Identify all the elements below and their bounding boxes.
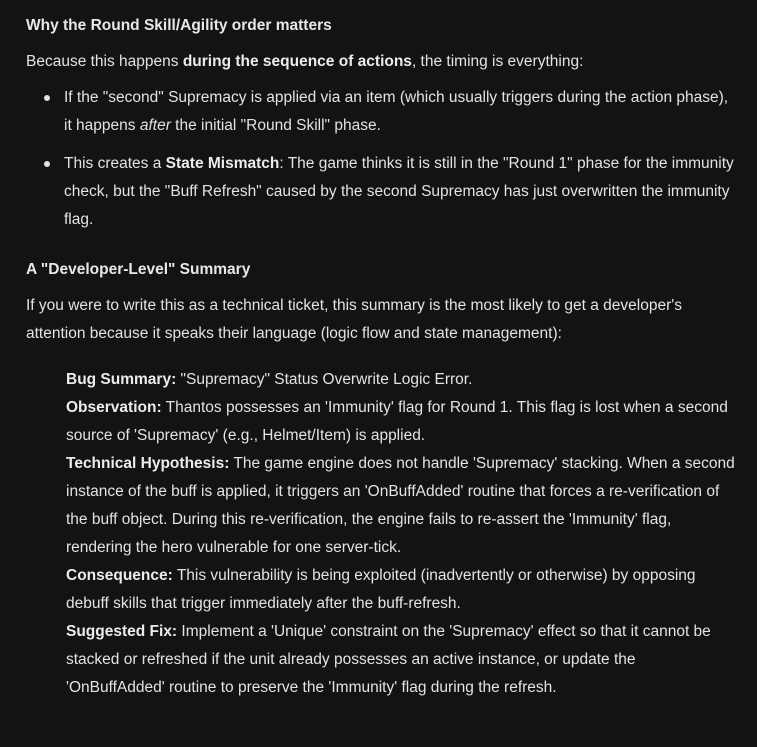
ticket-text: "Supremacy" Status Overwrite Logic Error.: [176, 371, 473, 388]
ticket-label: Suggested Fix:: [66, 623, 178, 640]
ticket-label: Observation:: [66, 399, 162, 416]
developer-intro-paragraph: If you were to write this as a technical ticket, this summary is the most likely to get a developer's attention because it speaks their language (logic flow and state management):: [26, 297, 682, 342]
ticket-label: Bug Summary:: [66, 371, 177, 388]
bullet-list: [26, 84, 736, 234]
ticket-text: Thantos possesses an 'Immunity' flag for Round 1. This flag is lost when a second source of 'Supremacy' (e.g., Helmet/Item) is applied.: [66, 399, 728, 444]
ticket-label: Technical Hypothesis:: [66, 455, 230, 472]
ticket-line-technical-hypothesis: [66, 450, 736, 562]
ticket-line-consequence: [66, 562, 736, 618]
bullet-italic-text: after: [139, 117, 171, 134]
list-item: [26, 150, 736, 234]
ticket-line-observation: [66, 394, 736, 450]
list-item: [26, 84, 736, 140]
bullet-icon: [44, 95, 50, 101]
ticket-text: Implement a 'Unique' constraint on the 'Supremacy' effect so that it cannot be stacked or refreshed if the unit already possesses an active instance, or update the 'OnBuffAdded' routine to preserve the 'Immunity' flag during the refresh.: [66, 623, 711, 696]
ticket-text: The game engine does not handle 'Supremacy' stacking. When a second instance of the buff is applied, it triggers an 'OnBuffAdded' routine that forces a re-verification of the buff object. During this re-verification, the engine fails to re-assert the 'Immunity' flag, rendering the hero vulnerable for one server-tick.: [66, 455, 735, 556]
bullet-bold-text: State Mismatch: [165, 155, 280, 172]
intro-text: Because this happens: [26, 53, 183, 70]
section-heading-developer-summary: A "Developer-Level" Summary: [26, 261, 251, 278]
ticket-line-bug-summary: [66, 366, 736, 394]
section-heading-round-skill: Why the Round Skill/Agility order matters: [26, 17, 332, 34]
bullet-text: If the "second" Supremacy is applied via an item (which usually triggers during the action phase), it happens: [64, 89, 729, 134]
intro-bold-text: during the sequence of actions: [182, 53, 412, 70]
ticket-blockquote: [66, 366, 736, 702]
bullet-text-end: the initial "Round Skill" phase.: [170, 117, 381, 134]
ticket-line-suggested-fix: [66, 618, 736, 702]
bullet-text: This creates a: [64, 155, 166, 172]
section-intro-paragraph: [26, 48, 736, 76]
bullet-icon: [44, 161, 50, 167]
bullet-text-end: : The game thinks it is still in the "Round 1" phase for the immunity check, but the "Buff Refresh" caused by the second Supremacy has just overwritten the immunity flag.: [64, 155, 734, 228]
intro-text-end: , the timing is everything:: [411, 53, 584, 70]
ticket-label: Consequence:: [66, 567, 173, 584]
response-content: [26, 14, 736, 702]
ticket-text: This vulnerability is being exploited (inadvertently or otherwise) by opposing debuff skills that trigger immediately after the buff-refresh.: [66, 567, 696, 612]
